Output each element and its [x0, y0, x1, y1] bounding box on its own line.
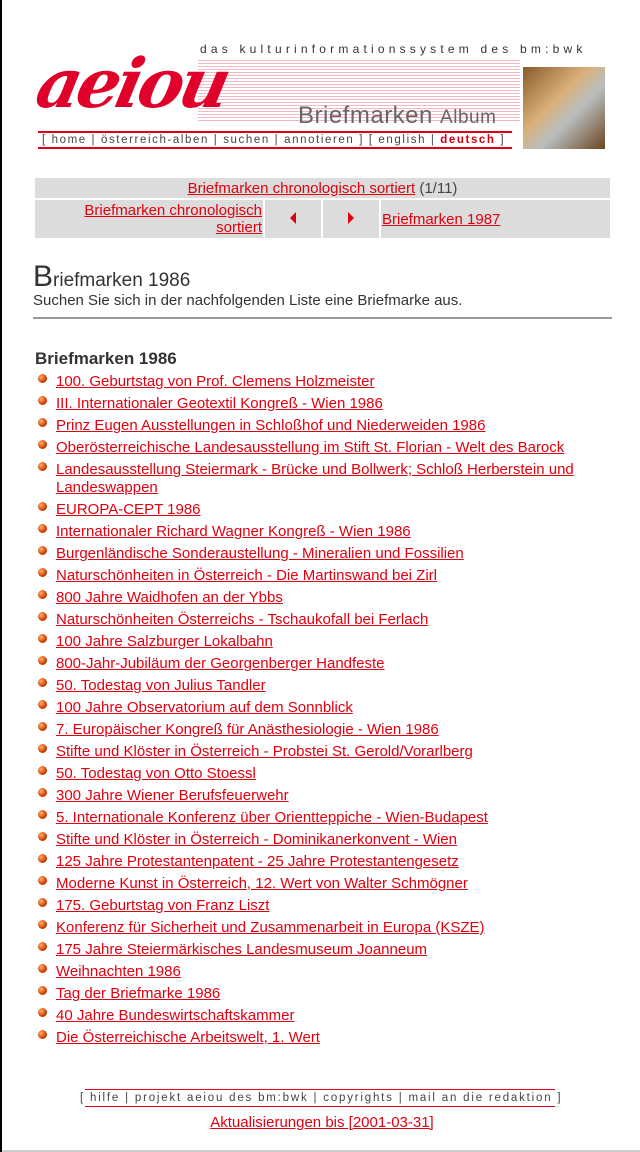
bullet-icon	[38, 898, 47, 907]
list-item	[36, 853, 596, 871]
next-link[interactable]: Briefmarken 1987	[382, 210, 501, 228]
bullet-icon	[38, 502, 47, 511]
nav-home[interactable]: home	[51, 134, 87, 146]
stamp-link[interactable]: 800 Jahre Waidhofen an der Ybbs	[56, 589, 283, 606]
site-header	[29, 38, 612, 153]
footer-copyrights[interactable]: copyrights	[323, 1092, 394, 1104]
stamp-link[interactable]: Tag der Briefmarke 1986	[56, 985, 221, 1002]
stamp-link[interactable]: 175. Geburtstag von Franz Liszt	[56, 897, 270, 914]
bullet-icon	[38, 744, 47, 753]
bullet-icon	[38, 612, 47, 621]
page-subtitle: Suchen Sie sich in der nachfolgenden Liste eine Briefmarke aus.	[33, 292, 463, 309]
stamp-link[interactable]: Stifte und Klöster in Österreich - Dominikanerkonvent - Wien	[56, 831, 457, 848]
page-position: (1/11)	[419, 179, 458, 197]
list-item	[36, 501, 596, 519]
stamp-link[interactable]: Weihnachten 1986	[56, 963, 181, 980]
bullet-icon	[38, 374, 47, 383]
list-item	[36, 699, 596, 717]
bullet-icon	[38, 832, 47, 841]
stamp-link[interactable]: 100 Jahre Observatorium auf dem Sonnblick	[56, 699, 353, 716]
list-item	[36, 373, 596, 391]
prev-cell	[35, 200, 263, 238]
list-item	[36, 461, 596, 497]
lang-deutsch[interactable]: deutsch	[440, 134, 496, 146]
stamp-link[interactable]: 125 Jahre Protestantenpatent - 25 Jahre Protestantengesetz	[56, 853, 459, 870]
list-item	[36, 417, 596, 435]
bullet-icon	[38, 788, 47, 797]
page-title	[33, 260, 190, 294]
bullet-icon	[38, 568, 47, 577]
bullet-icon	[38, 678, 47, 687]
divider	[33, 317, 612, 319]
tagline: das kulturinformationssystem des bm:bwk	[200, 42, 587, 56]
update-link[interactable]: Aktualisierungen bis [2001-03-31]	[210, 1114, 434, 1131]
bullet-icon	[38, 854, 47, 863]
bullet-icon	[38, 810, 47, 819]
stamp-link[interactable]: III. Internationaler Geotextil Kongreß - Wien 1986	[56, 395, 383, 412]
list-item	[36, 395, 596, 413]
list-item	[36, 589, 596, 607]
nav-suchen[interactable]: suchen	[223, 134, 270, 146]
list-item	[36, 831, 596, 849]
stamp-link[interactable]: 100 Jahre Salzburger Lokalbahn	[56, 633, 273, 650]
top-navigation: [ home | österreich-alben | suchen | annotieren ] [ english | deutsch ]	[38, 131, 512, 149]
footer-mail[interactable]: mail an die redaktion	[408, 1092, 553, 1104]
prev-link[interactable]: Briefmarken chronologisch sortiert	[84, 202, 262, 236]
prev-arrow-icon[interactable]	[290, 212, 296, 224]
stamp-link[interactable]: Naturschönheiten in Österreich - Die Martinswand bei Zirl	[56, 567, 437, 584]
stamp-link[interactable]: Die Österreichische Arbeitswelt, 1. Wert	[56, 1029, 320, 1046]
list-item	[36, 787, 596, 805]
stamp-link[interactable]: 50. Todestag von Otto Stoessl	[56, 765, 256, 782]
bullet-icon	[38, 590, 47, 599]
footer-rule-bottom	[85, 1106, 555, 1107]
stamp-link[interactable]: Naturschönheiten Österreichs - Tschaukofall bei Ferlach	[56, 611, 429, 628]
footer-rule-top	[85, 1089, 555, 1090]
bullet-icon	[38, 546, 47, 555]
album-navigation	[33, 176, 612, 240]
list-item	[36, 941, 596, 959]
nav-oesterreich-alben[interactable]: österreich-alben	[100, 134, 210, 146]
list-item	[36, 523, 596, 541]
list-item	[36, 721, 596, 739]
stamp-link[interactable]: Landesausstellung Steiermark - Brücke und Bollwerk; Schloß Herberstein und Landeswappen	[56, 461, 574, 496]
nav-parent-cell	[35, 178, 610, 198]
bullet-icon	[38, 1008, 47, 1017]
title-initial: B	[33, 260, 54, 293]
list-item	[36, 985, 596, 1003]
bullet-icon	[38, 462, 47, 471]
list-item	[36, 1007, 596, 1025]
list-item	[36, 677, 596, 695]
bullet-icon	[38, 524, 47, 533]
album-title-suffix: Album	[440, 107, 497, 128]
list-item	[36, 897, 596, 915]
bullet-icon	[38, 986, 47, 995]
bullet-icon	[38, 396, 47, 405]
bullet-icon	[38, 418, 47, 427]
bullet-icon	[38, 700, 47, 709]
list-item	[36, 545, 596, 563]
footer-projekt[interactable]: projekt aeiou des bm:bwk	[134, 1092, 309, 1104]
list-item	[36, 963, 596, 981]
stamp-link[interactable]: Konferenz für Sicherheit und Zusammenarbeit in Europa (KSZE)	[56, 919, 485, 936]
bullet-icon	[38, 440, 47, 449]
title-rest: riefmarken 1986	[53, 270, 191, 291]
stamp-link[interactable]: Prinz Eugen Ausstellungen in Schloßhof und Niederweiden 1986	[56, 417, 486, 434]
stamp-link[interactable]: Moderne Kunst in Österreich, 12. Wert von Walter Schmögner	[56, 875, 468, 892]
prev-arrow-cell[interactable]	[265, 200, 321, 238]
stamp-link[interactable]: 5. Internationale Konferenz über Orientteppiche - Wien-Budapest	[56, 809, 488, 826]
section-heading: Briefmarken 1986	[35, 349, 177, 368]
list-item	[36, 633, 596, 651]
nav-annotieren[interactable]: annotieren	[284, 134, 355, 146]
stamp-image	[523, 67, 605, 149]
list-item	[36, 439, 596, 457]
bullet-icon	[38, 920, 47, 929]
bullet-icon	[38, 964, 47, 973]
album-title-main: Briefmarken	[298, 102, 433, 129]
stamp-link[interactable]: Oberösterreichische Landesausstellung im Stift St. Florian - Welt des Barock	[56, 439, 565, 456]
bullet-icon	[38, 656, 47, 665]
aeiou-logo[interactable]: aeiou	[29, 44, 235, 124]
bullet-icon	[38, 1030, 47, 1039]
bullet-icon	[38, 876, 47, 885]
lang-english[interactable]: english	[378, 134, 427, 146]
list-item	[36, 919, 596, 937]
stamp-link[interactable]: 7. Europäischer Kongreß für Anästhesiologie - Wien 1986	[56, 721, 439, 738]
stamp-link[interactable]: 300 Jahre Wiener Berufsfeuerwehr	[56, 787, 289, 804]
list-item	[36, 655, 596, 673]
list-item	[36, 809, 596, 827]
footer-hilfe[interactable]: hilfe	[90, 1092, 121, 1104]
bullet-icon	[38, 634, 47, 643]
list-item	[36, 875, 596, 893]
stamp-link[interactable]: Stifte und Klöster in Österreich - Probstei St. Gerold/Vorarlberg	[56, 743, 473, 760]
stamp-link[interactable]: 800-Jahr-Jubiläum der Georgenberger Handfeste	[56, 655, 385, 672]
next-cell	[381, 200, 610, 238]
footer-navigation: [ hilfe | projekt aeiou des bm:bwk | copyrights | mail an die redaktion ]	[80, 1089, 560, 1107]
stamp-link[interactable]: Internationaler Richard Wagner Kongreß - Wien 1986	[56, 523, 411, 540]
stamp-link[interactable]: 40 Jahre Bundeswirtschaftskammer	[56, 1007, 295, 1024]
list-item	[36, 611, 596, 629]
bullet-icon	[38, 766, 47, 775]
stamp-link[interactable]: EUROPA-CEPT 1986	[56, 501, 201, 518]
list-item	[36, 567, 596, 585]
next-arrow-icon[interactable]	[348, 212, 354, 224]
next-arrow-cell[interactable]	[323, 200, 379, 238]
list-item	[36, 1029, 596, 1047]
bullet-icon	[38, 942, 47, 951]
album-title	[298, 102, 496, 130]
stamp-link[interactable]: 175 Jahre Steiermärkisches Landesmuseum Joanneum	[56, 941, 428, 958]
update-info	[2, 1114, 640, 1131]
list-item	[36, 743, 596, 761]
parent-link[interactable]: Briefmarken chronologisch sortiert	[187, 179, 416, 197]
stamp-link[interactable]: 50. Todestag von Julius Tandler	[56, 677, 266, 694]
list-item	[36, 765, 596, 783]
bullet-icon	[38, 722, 47, 731]
stamp-link[interactable]: Burgenländische Sonderaustellung - Mineralien und Fossilien	[56, 545, 464, 562]
stamp-link[interactable]: 100. Geburtstag von Prof. Clemens Holzmeister	[56, 373, 375, 390]
stamp-list	[36, 373, 596, 1051]
